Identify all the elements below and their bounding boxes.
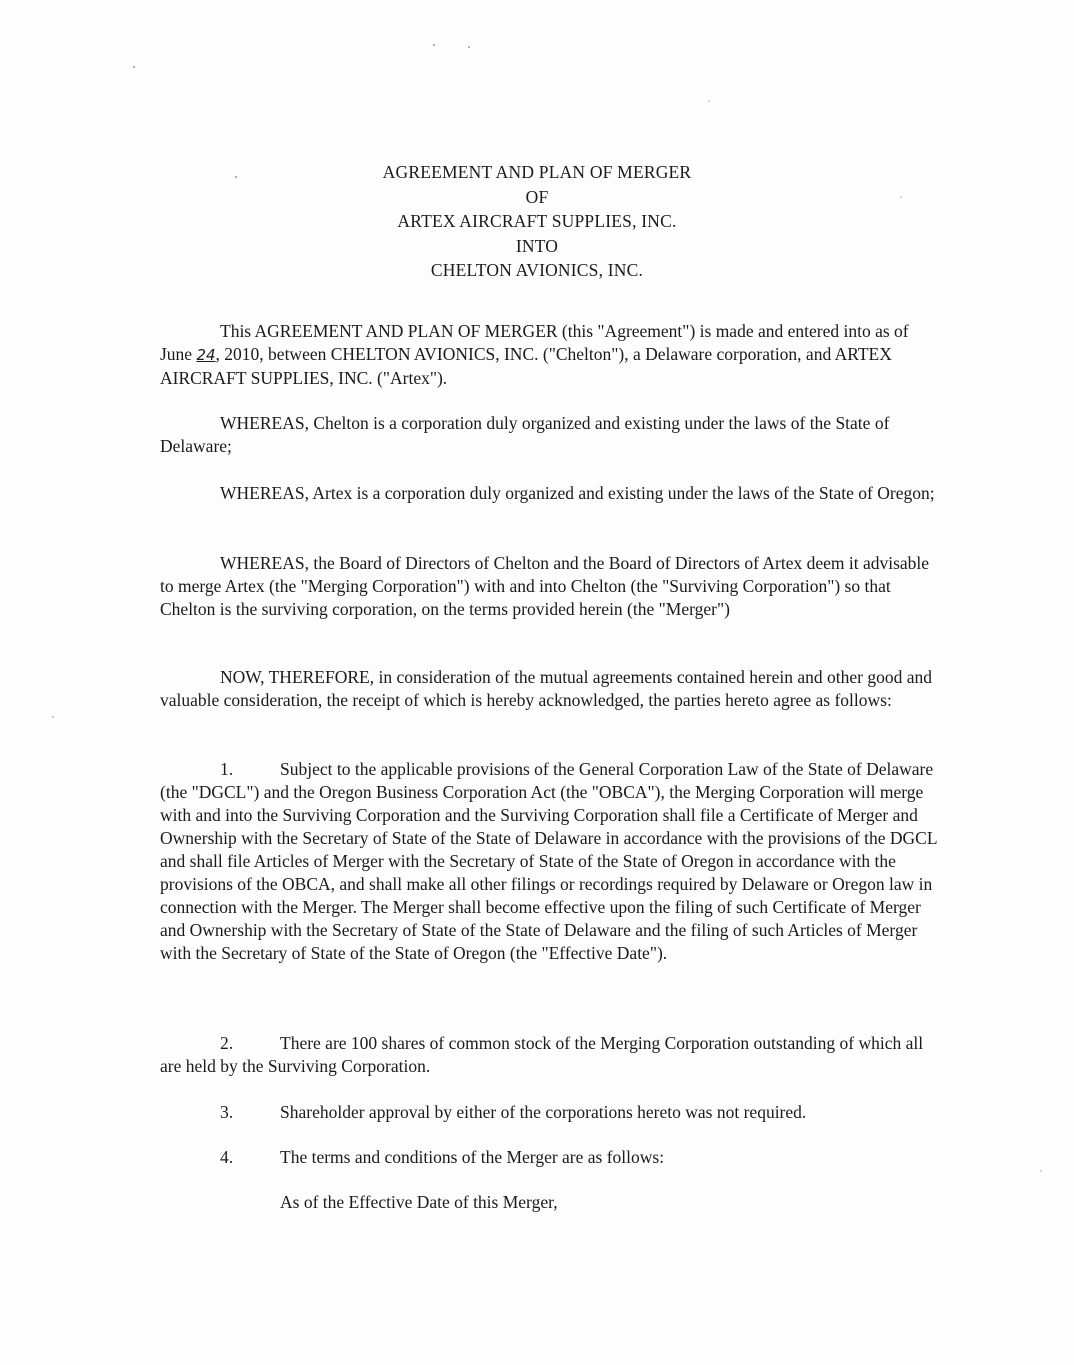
item-number: 4. [220, 1147, 234, 1167]
whereas-paragraph [160, 552, 940, 621]
title-line: ARTEX AIRCRAFT SUPPLIES, INC. [397, 211, 677, 231]
whereas-text: WHEREAS, Chelton is a corporation duly organized and existing under the laws of the State of Delaware; [160, 413, 890, 456]
title-line: OF [525, 186, 549, 207]
numbered-paragraph [220, 1101, 806, 1124]
scan-speck [708, 100, 710, 102]
whereas-paragraph [160, 482, 940, 505]
whereas-paragraph [160, 412, 940, 458]
title-line: CHELTON AVIONICS, INC. [430, 260, 644, 280]
item-text: Subject to the applicable provisions of the General Corporation Law of the State of Delaware (the "DGCL") and the Oregon Business Corporation Act (the "OBCA"), the Merging Corporation will merge with and into the Surviving Corporation and the Surviving Corporation shall file a Certificate of Merger and Ownership with the Secretary of State of the State of Delaware in accordance with the provisions of the DGCL and shall file Articles of Merger with the Secretary of State of the State of Oregon in accordance with the provisions of the OBCA, and shall make all other filings or recordings required by Delaware or Oregon law in connection with the Merger. The Merger shall become effective upon the filing of such Certificate of Merger and Ownership with the Secretary of State of the State of Delaware and the filing of such Articles of Merger with the Secretary of State of the State of Oregon (the "Effective Date"). [160, 759, 937, 963]
intro-text: This AGREEMENT AND PLAN OF MERGER (this "Agreement") is made and entered into as of June [160, 321, 909, 364]
title-line: INTO [515, 235, 559, 256]
document-title [0, 160, 1074, 283]
numbered-paragraph [160, 758, 940, 965]
item-text: Shareholder approval by either of the corporations hereto was not required. [280, 1102, 807, 1122]
whereas-text: WHEREAS, the Board of Directors of Chelton and the Board of Directors of Artex deem it advisable to merge Artex (the "Merging Corporation") with and into Chelton (the "Surviving Corporation") so that Chelton is the surviving corporation, on the terms provided herein (the "Merger") [160, 553, 930, 619]
scan-speck [433, 44, 435, 46]
intro-text: , 2010, between CHELTON AVIONICS, INC. ("Chelton"), a Delaware corporation, and ARTEX AIRCRAFT SUPPLIES, INC. ("Artex"). [160, 344, 892, 388]
scan-speck [1040, 1170, 1042, 1172]
item-text: There are 100 shares of common stock of the Merging Corporation outstanding of which all are held by the Surviving Corporation. [160, 1033, 924, 1076]
handwritten-date: 24 [196, 346, 216, 364]
scan-speck [468, 46, 470, 48]
title-line: AGREEMENT AND PLAN OF MERGER [382, 162, 692, 182]
effective-text: As of the Effective Date of this Merger, [280, 1192, 558, 1212]
item-text: The terms and conditions of the Merger are as follows: [280, 1147, 665, 1167]
item-number: 1. [220, 759, 234, 779]
now-therefore-paragraph [160, 666, 940, 712]
scan-speck [52, 716, 54, 718]
item-number: 2. [220, 1033, 234, 1053]
effective-line [280, 1191, 558, 1214]
item-number: 3. [220, 1102, 234, 1122]
now-therefore-text: NOW, THEREFORE, in consideration of the mutual agreements contained herein and other good and valuable consideration, the receipt of which is hereby acknowledged, the parties hereto agree as follows: [160, 667, 932, 710]
whereas-text: WHEREAS, Artex is a corporation duly organized and existing under the laws of the State of Oregon; [220, 483, 935, 503]
scan-speck [133, 66, 135, 68]
numbered-paragraph [160, 1032, 940, 1078]
numbered-paragraph [220, 1146, 664, 1169]
intro-paragraph [160, 320, 940, 390]
